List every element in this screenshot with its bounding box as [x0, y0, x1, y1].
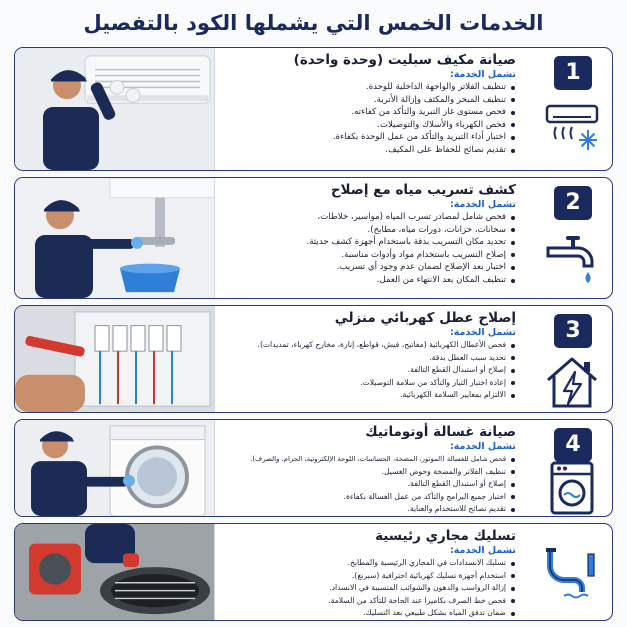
list-item: تحديد مكان التسريب بدقة باستخدام أجهزة كشف حديثة.: [224, 236, 516, 249]
list-item: تقديم نصائح للاستخدام والعناية.: [224, 503, 516, 516]
drain-pipe-icon: [544, 544, 600, 600]
includes-label: تشمل الخدمة:: [450, 327, 516, 338]
list-item: تحديد سبب العطل بدقة.: [224, 352, 516, 365]
service-details: [220, 48, 522, 170]
service-items: [224, 211, 516, 287]
service-card-ac: [14, 47, 613, 171]
list-item: تسليك الانسدادات في المجاري الرئيسية والمطابخ.: [224, 557, 516, 570]
list-item: إصلاح أو استبدال القطع التالفة.: [224, 478, 516, 491]
service-details: [220, 420, 522, 516]
service-title: صيانة غسالة أوتوماتيك: [365, 424, 516, 440]
list-item: تنظيف الفلاتر والمضخة وحوض الغسيل.: [224, 466, 516, 479]
list-item: استخدام أجهزة تسليك كهربائية احترافية (سبرنغ).: [224, 570, 516, 583]
service-details: [220, 306, 522, 412]
house-electricity-icon: [544, 354, 600, 410]
list-item: فحص شامل للغسالة (الموتور، المضخة، الحساسات، اللوحة الإلكترونية، الحزام، والصرف).: [224, 453, 516, 466]
list-item: اختبار جميع البرامج والتأكد من عمل الغسالة بكفاءة.: [224, 491, 516, 504]
includes-label: تشمل الخدمة:: [450, 441, 516, 452]
service-card-drain: [14, 523, 613, 621]
list-item: سخانات، خزانات، دورات مياه، مطابخ).: [224, 224, 516, 237]
list-item: إعادة اختبار التيار والتأكد من سلامة التوصيلات.: [224, 377, 516, 390]
service-title: صيانة مكيف سبليت (وحدة واحدة): [293, 52, 516, 68]
service-number-badge: 2: [554, 186, 592, 220]
includes-label: تشمل الخدمة:: [450, 199, 516, 210]
service-items: [224, 557, 516, 620]
list-item: فحص الكهرباء والأسلاك والتوصيلات.: [224, 119, 516, 132]
service-items: [224, 81, 516, 157]
service-card-electrical: [14, 305, 613, 413]
service-title: تسليك مجاري رئيسية: [375, 528, 516, 544]
list-item: فحص شامل لمصادر تسرب المياه (مواسير، خلاطات،: [224, 211, 516, 224]
service-card-washing-machine: [14, 419, 613, 517]
service-number-badge: 1: [554, 56, 592, 90]
list-item: فحص خط الصرف بكاميرا عند الحاجة للتأكد من السلامة.: [224, 595, 516, 608]
list-item: تنظيف المبخر والمكثف وإزالة الأتربة.: [224, 94, 516, 107]
photo-ac-technician: [15, 48, 215, 170]
photo-washer-technician: [15, 420, 215, 516]
list-item: إصلاح أو استبدال القطع التالفة.: [224, 364, 516, 377]
list-item: اختبار بعد الإصلاح لضمان عدم وجود أي تسريب.: [224, 261, 516, 274]
list-item: تنظيف الفلاتر والواجهة الداخلية للوحدة.: [224, 81, 516, 94]
service-details: [220, 524, 522, 620]
service-number-badge: 3: [554, 314, 592, 348]
air-conditioner-icon: [544, 100, 600, 156]
service-number-badge: 4: [554, 428, 592, 462]
list-item: فحص الأعطال الكهربائية (مفاتيح، فيش، قواطع، إنارة، مخارج كهرباء، تمديدات).: [224, 339, 516, 352]
service-title: كشف تسريب مياه مع إصلاح: [330, 182, 516, 198]
list-item: اختبار أداء التبريد والتأكد من عمل الوحدة بكفاءة.: [224, 131, 516, 144]
list-item: فحص مستوى غاز التبريد والتأكد من كفاءته.: [224, 106, 516, 119]
list-item: تقديم نصائح للحفاظ على المكيف.: [224, 144, 516, 157]
service-card-water-leak: [14, 177, 613, 299]
includes-label: تشمل الخدمة:: [450, 545, 516, 556]
list-item: تنظيف المكان بعد الانتهاء من العمل.: [224, 274, 516, 287]
list-item: إصلاح التسريب باستخدام مواد وأدوات مناسبة.: [224, 249, 516, 262]
includes-label: تشمل الخدمة:: [450, 69, 516, 80]
list-item: إزالة الرواسب والدهون والشوائب المتسببة في الانسداد.: [224, 582, 516, 595]
photo-drain-cleaning: [15, 524, 215, 620]
washing-machine-icon: [544, 460, 600, 516]
service-details: [220, 178, 522, 298]
service-items: [224, 453, 516, 516]
list-item: الالتزام بمعايير السلامة الكهربائية.: [224, 389, 516, 402]
service-title: إصلاح عطل كهربائي منزلي: [334, 310, 516, 326]
photo-plumber: [15, 178, 215, 298]
list-item: ضمان تدفق المياه بشكل طبيعي بعد التسليك.: [224, 607, 516, 620]
water-faucet-icon: [544, 232, 600, 288]
photo-electrician: [15, 306, 215, 412]
service-items: [224, 339, 516, 402]
page-title: الخدمات الخمس التي يشملها الكود بالتفصيل: [83, 11, 544, 35]
